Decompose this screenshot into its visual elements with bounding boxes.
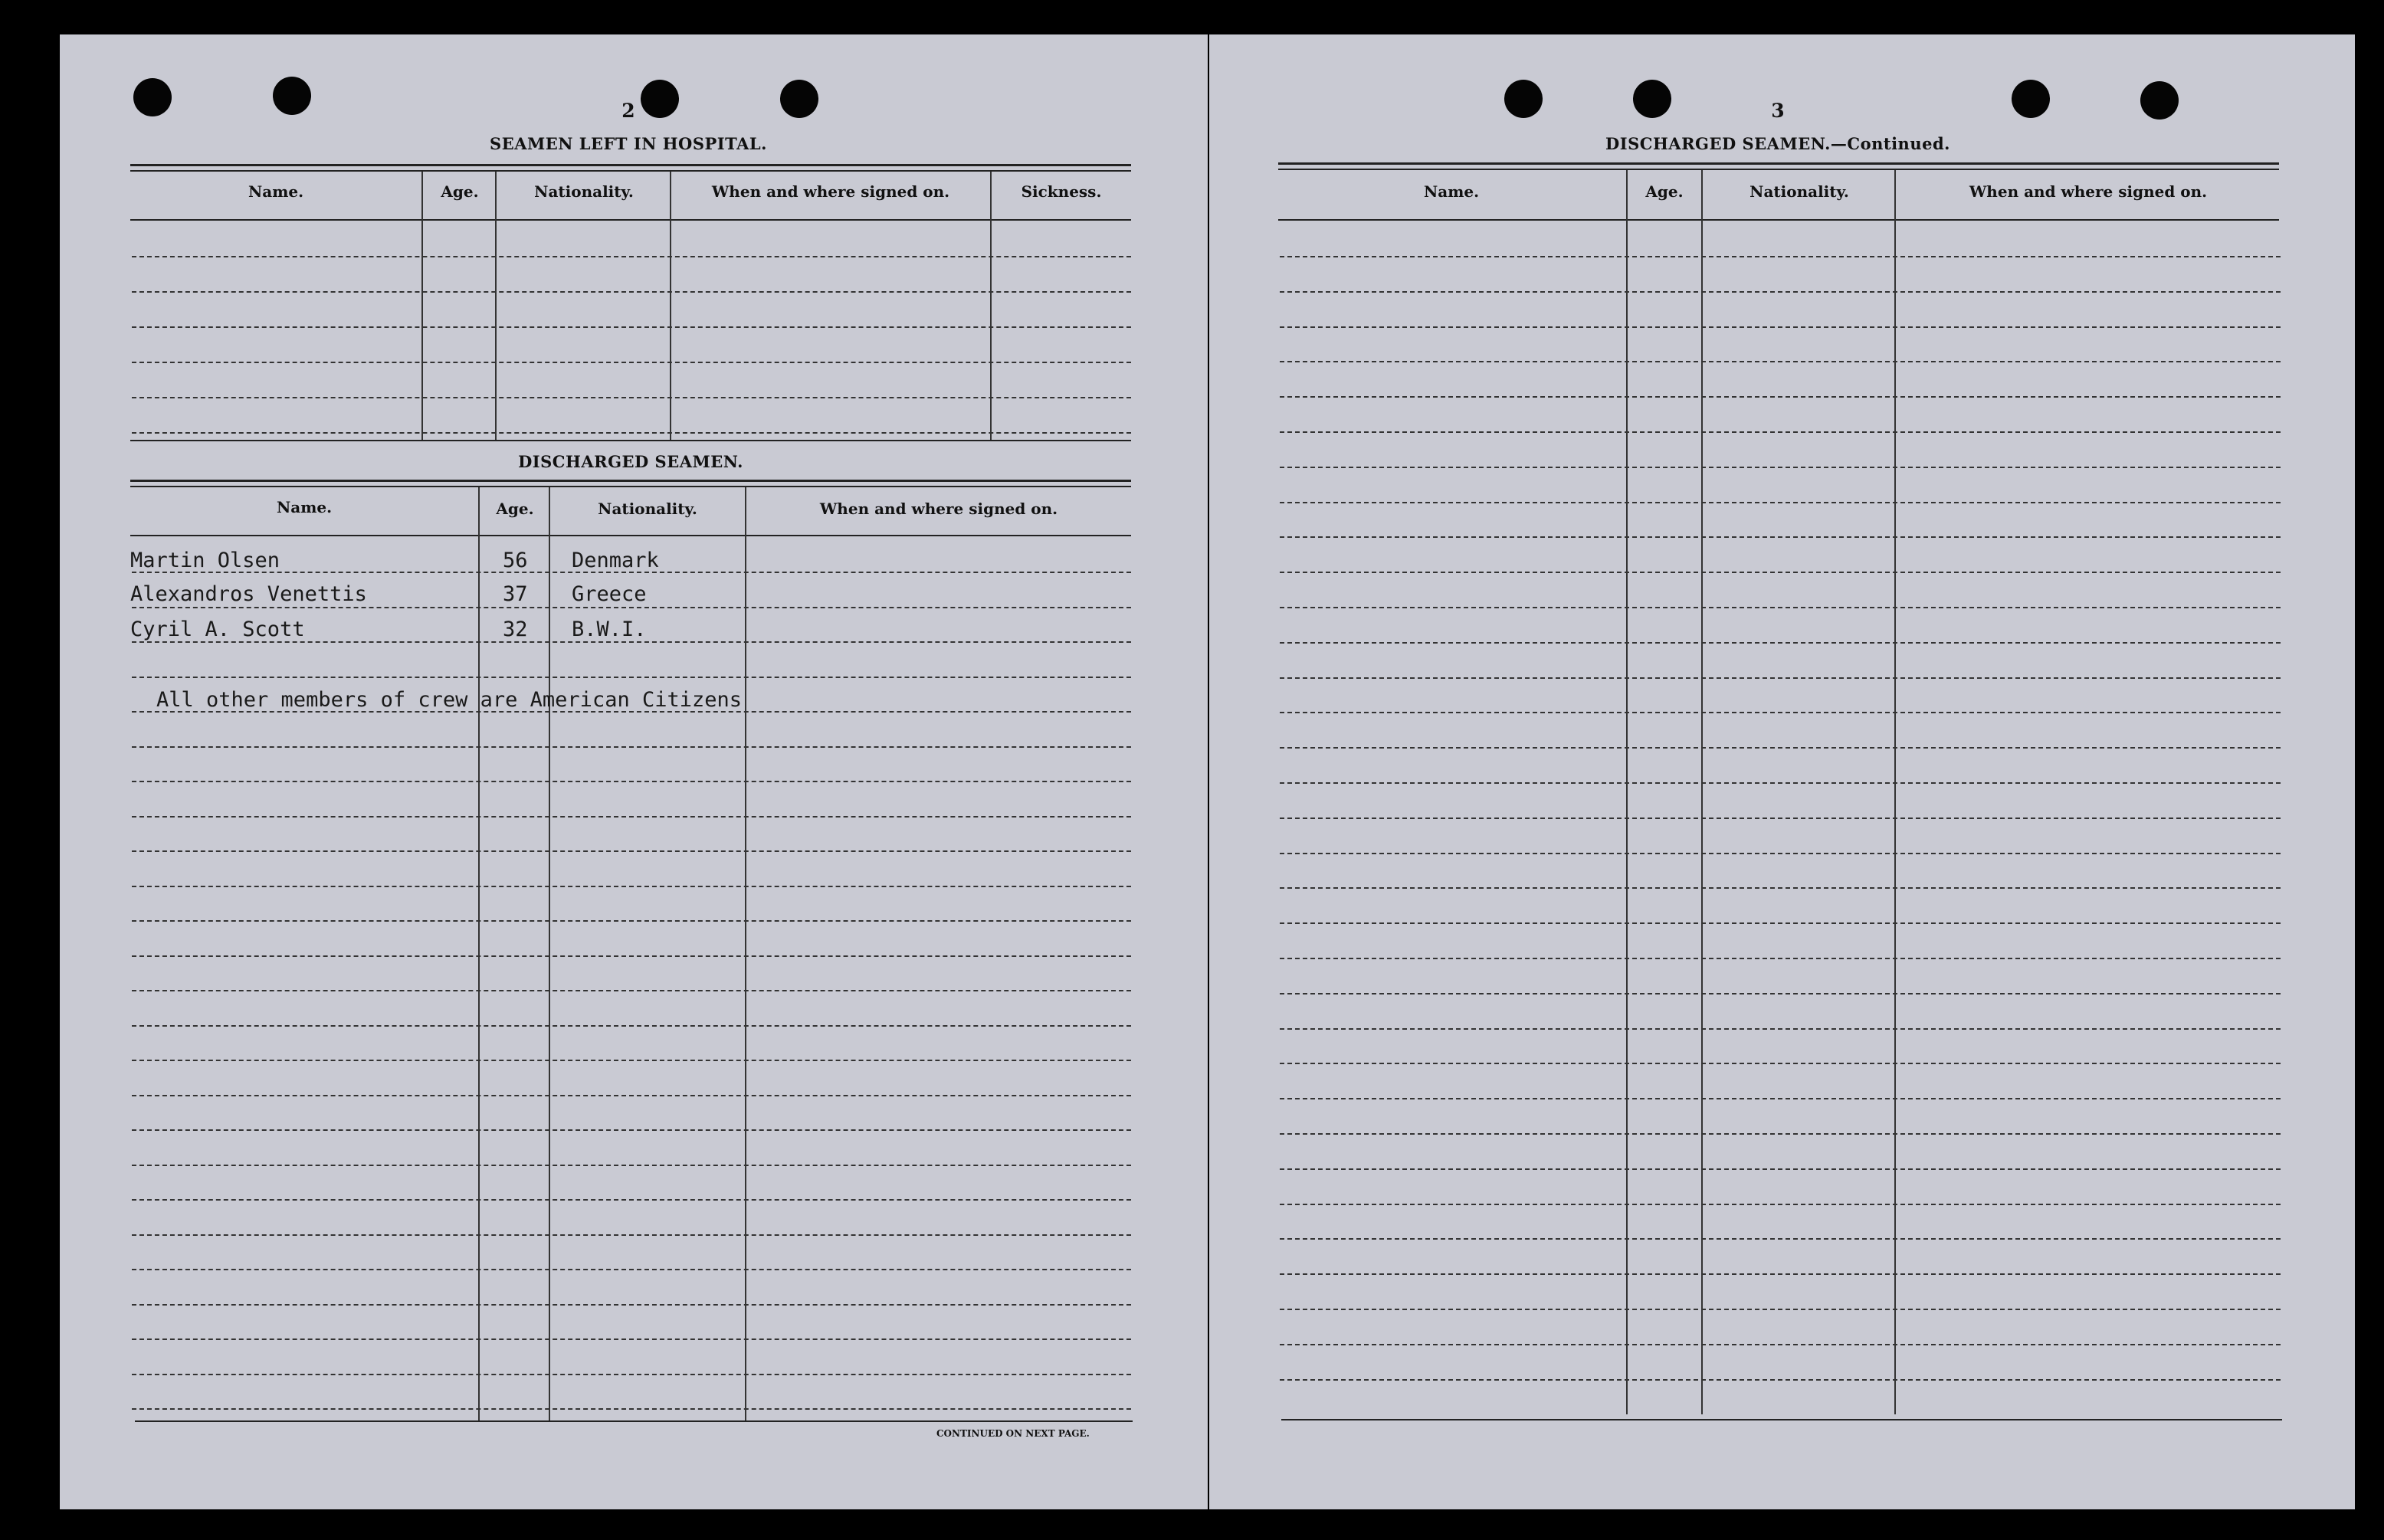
row-rule [1280, 1168, 2281, 1170]
column-header-name: Name. [1423, 182, 1480, 201]
column-header-signed-on: When and where signed on. [1969, 182, 2208, 201]
row-rule [1280, 431, 2281, 433]
continued-footer: CONTINUED ON NEXT PAGE. [936, 1428, 1090, 1439]
page-number: 2 [621, 100, 635, 122]
row-rule [132, 746, 1131, 748]
column-header-name: Name. [248, 182, 304, 201]
row-rule [132, 1338, 1131, 1340]
row-rule [1280, 1028, 2281, 1030]
row-rule [1280, 677, 2281, 679]
row-rule [1280, 958, 2281, 959]
seaman-age: 32 [503, 618, 528, 641]
row-rule [132, 1060, 1131, 1061]
row-rule [1280, 256, 2281, 257]
row-rule [1280, 922, 2281, 924]
row-rule [1280, 467, 2281, 468]
row-rule [1280, 607, 2281, 608]
row-rule [132, 1095, 1131, 1096]
row-rule [1280, 887, 2281, 889]
row-rule [132, 816, 1131, 818]
row-rule [132, 920, 1131, 922]
column-divider [549, 487, 550, 1422]
punch-hole [1504, 80, 1543, 118]
row-rule [1280, 1344, 2281, 1345]
table-rule [1278, 169, 2279, 170]
row-rule [1280, 747, 2281, 749]
column-header-signed-on: When and where signed on. [819, 500, 1058, 518]
row-rule [1280, 1238, 2281, 1240]
column-header-nationality: Nationality. [534, 182, 634, 201]
table-rule [1281, 1419, 2282, 1420]
row-rule [1280, 1273, 2281, 1275]
column-divider [478, 487, 480, 1422]
row-rule [132, 641, 1131, 643]
row-rule [132, 1129, 1131, 1131]
seaman-name: Alexandros Venettis [130, 582, 367, 606]
table-rule [130, 486, 1131, 487]
row-rule [1280, 1379, 2281, 1381]
table-rule [130, 164, 1131, 166]
row-rule [132, 1234, 1131, 1236]
row-rule [132, 1408, 1131, 1410]
seaman-name: Cyril A. Scott [130, 618, 305, 641]
header-rule [130, 535, 1131, 536]
row-rule [132, 1374, 1131, 1375]
row-rule [132, 781, 1131, 782]
punch-hole [2140, 81, 2179, 120]
column-header-age: Age. [441, 182, 479, 201]
column-divider [1701, 170, 1703, 1414]
header-rule [130, 219, 1131, 221]
row-rule [132, 1304, 1131, 1306]
column-header-nationality: Nationality. [598, 500, 697, 518]
discharged-section-title: DISCHARGED SEAMEN. [518, 452, 743, 471]
row-rule [132, 850, 1131, 852]
page-number: 3 [1771, 100, 1785, 122]
punch-hole [273, 77, 311, 115]
row-rule [1280, 572, 2281, 573]
column-header-age: Age. [1645, 182, 1684, 201]
column-header-nationality: Nationality. [1749, 182, 1849, 201]
row-rule [132, 990, 1131, 991]
row-rule [1280, 1204, 2281, 1205]
row-rule [132, 362, 1131, 363]
row-rule [132, 607, 1131, 608]
row-rule [1280, 993, 2281, 994]
row-rule [1280, 502, 2281, 503]
table-rule [135, 1420, 1133, 1422]
column-header-sickness: Sickness. [1021, 182, 1102, 201]
punch-hole [133, 78, 172, 116]
crew-note: All other members of crew are American Citizens [156, 688, 743, 712]
table-rule [1278, 162, 2279, 165]
row-rule [1280, 642, 2281, 644]
row-rule [1280, 1133, 2281, 1135]
punch-hole [641, 80, 679, 118]
row-rule [1280, 291, 2281, 293]
row-rule [1280, 1309, 2281, 1310]
seaman-name: Martin Olsen [130, 549, 280, 572]
table-rule [130, 170, 1131, 172]
column-divider [1626, 170, 1628, 1414]
column-divider [421, 172, 423, 440]
punch-hole [780, 80, 818, 118]
column-divider [990, 172, 992, 440]
hospital-section-title: SEAMEN LEFT IN HOSPITAL. [490, 134, 767, 153]
row-rule [1280, 536, 2281, 538]
row-rule [1280, 326, 2281, 328]
discharged-continued-title: DISCHARGED SEAMEN.—Continued. [1605, 134, 1950, 153]
seaman-age: 56 [503, 549, 528, 572]
seaman-nationality: Greece [572, 582, 647, 606]
column-header-signed-on: When and where signed on. [711, 182, 950, 201]
column-header-name: Name. [276, 498, 333, 516]
row-rule [132, 1199, 1131, 1201]
row-rule [132, 256, 1131, 257]
row-rule [1280, 712, 2281, 713]
punch-hole [1633, 80, 1671, 118]
punch-hole [2012, 80, 2050, 118]
row-rule [132, 677, 1131, 678]
column-divider [1894, 170, 1896, 1414]
row-rule [132, 886, 1131, 887]
row-rule [132, 1269, 1131, 1270]
row-rule [1280, 1098, 2281, 1099]
row-rule [1280, 853, 2281, 854]
column-divider [745, 487, 746, 1422]
header-rule [1278, 219, 2279, 221]
row-rule [1280, 361, 2281, 362]
row-rule [132, 291, 1131, 293]
row-rule [132, 397, 1131, 398]
row-rule [1280, 396, 2281, 398]
row-rule [1280, 1063, 2281, 1064]
table-rule [130, 440, 1131, 441]
row-rule [132, 1165, 1131, 1166]
seaman-nationality: Denmark [572, 549, 659, 572]
row-rule [132, 432, 1131, 434]
column-divider [670, 172, 671, 440]
column-divider [495, 172, 497, 440]
row-rule [1280, 818, 2281, 819]
row-rule [1280, 782, 2281, 784]
row-rule [132, 326, 1131, 328]
row-rule [132, 1025, 1131, 1027]
row-rule [132, 955, 1131, 957]
seaman-age: 37 [503, 582, 528, 606]
seaman-nationality: B.W.I. [572, 618, 647, 641]
column-header-age: Age. [496, 500, 534, 518]
table-rule [130, 480, 1131, 482]
